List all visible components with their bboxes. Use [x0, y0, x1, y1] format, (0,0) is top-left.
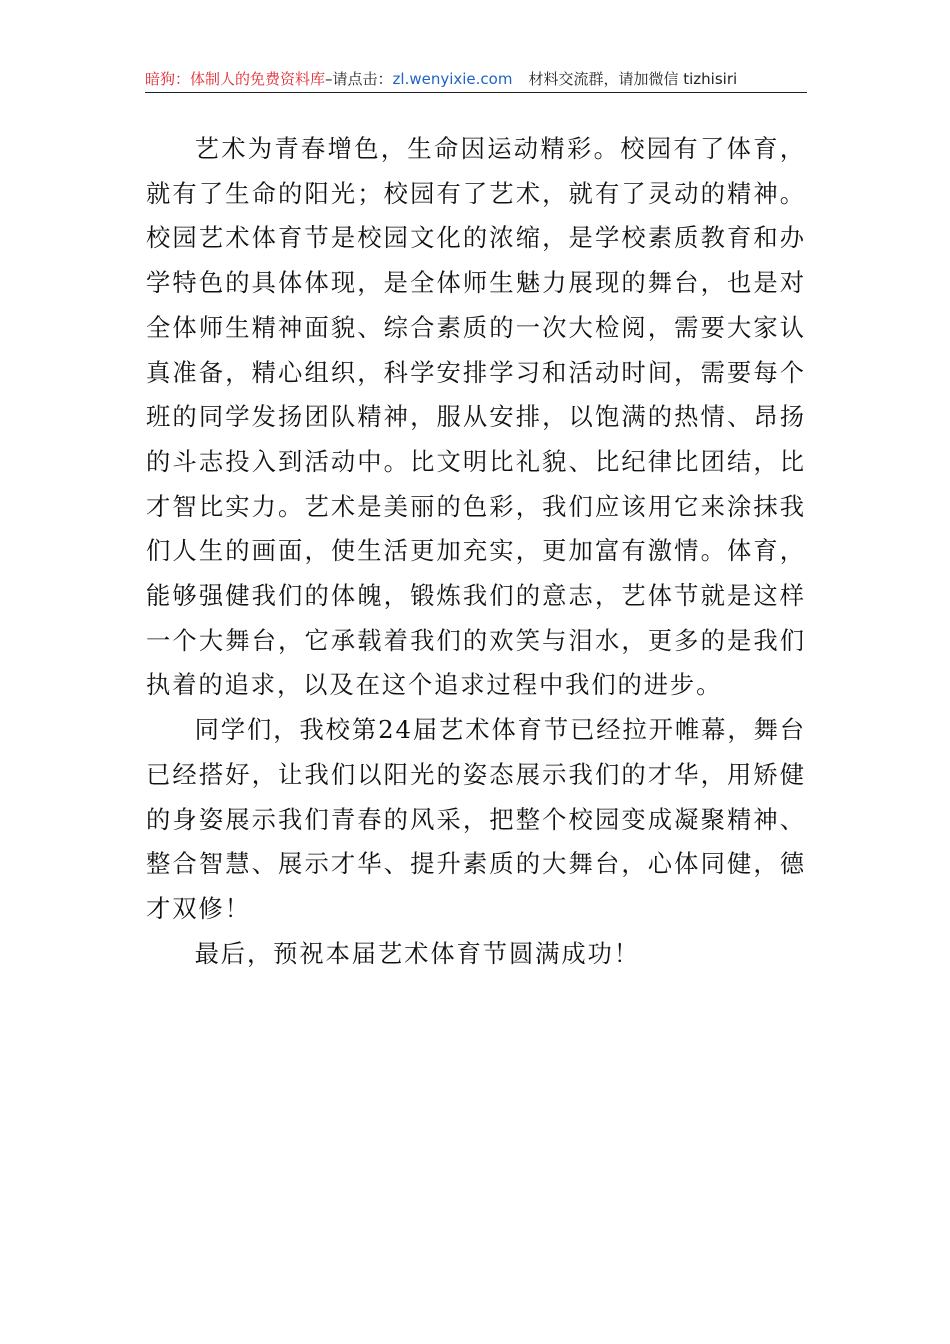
paragraph-3: 最后，预祝本届艺术体育节圆满成功！ — [194, 938, 640, 968]
paragraph-1: 艺术为青春增色，生命因运动精彩。校园有了体育，就有了生命的阳光；校园有了艺术，就有了灵动的精神。校园艺术体育节是校园文化的浓缩，是学校素质教育和办学特色的具体体现，是全体师生魅力展现的舞台，也是对全体师生精神面貌、综合素质的一次大检阅，需要大家认真准备，精心组织，科学安排学习和活动时间，需要每个班的同学发扬团队精神，服从安排，以饱满的热情、昂扬的斗志投入到活动中。比文明比礼貌、比纪律比团结，比才智比实力。艺术是美丽的色彩，我们应该用它来涂抹我们人生的画面，使生活更加充实，更加富有激情。体育，能够强健我们的体魄，锻炼我们的意志，艺体节就是这样一个大舞台，它承载着我们的欢笑与泪水，更多的是我们执着的追求，以及在这个追求过程中我们的进步。 — [146, 134, 806, 700]
header-cta: –请点击： — [325, 70, 393, 88]
header-link[interactable]: zl.wenyixie.com — [392, 70, 513, 88]
page-header — [145, 68, 807, 93]
paragraph-2: 同学们，我校第24届艺术体育节已经拉开帷幕，舞台已经搭好，让我们以阳光的姿态展示我们的才华，用矫健的身姿展示我们青春的风采，把整个校园变成凝聚精神、整合智慧、展示才华、提升素质的大舞台，心体同健，德才双修！ — [146, 715, 806, 923]
header-brand: 暗狗：体制人的免费资料库 — [145, 70, 326, 88]
document-body — [146, 127, 806, 976]
header-note: 材料交流群，请加微信 tizhisiri — [528, 70, 738, 88]
